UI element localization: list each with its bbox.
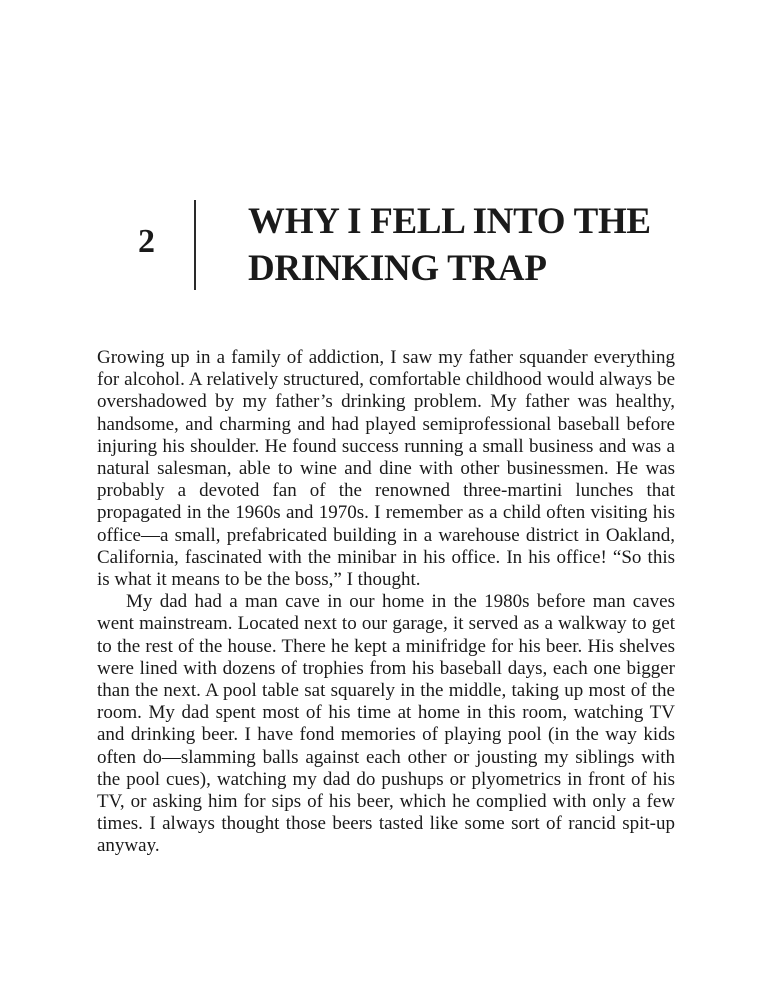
paragraph-1: Growing up in a family of addiction, I saw my father squander everything for alcohol. A relatively structured, comfortable childhood would always be overshadowed by my father’s drinking problem. My father was healthy, handsome, and charming and had played semiprofessional baseball before injuring his shoulder. He found success running a small business and was a natural salesman, able to wine and dine with other businessmen. He was probably a devoted fan of the renowned three-martini lunches that propagated in the 1960s and 1970s. I remember as a child often visiting his office—a small, prefabricated building in a warehouse district in Oakland, California, fascinated with the minibar in his office. In his office! “So this is what it means to be the boss,” I thought.: [97, 347, 675, 591]
chapter-title-line-1: WHY I FELL INTO THE: [248, 201, 651, 242]
chapter-heading: [0, 0, 772, 330]
chapter-title-line-2: DRINKING TRAP: [248, 248, 547, 289]
chapter-body: [97, 347, 675, 858]
chapter-number: 2: [138, 223, 155, 260]
chapter-divider-rule: [194, 200, 196, 290]
chapter-title: [248, 198, 728, 292]
paragraph-2: My dad had a man cave in our home in the 1980s before man caves went mainstream. Located next to our garage, it served as a walkway to get to the rest of the house. There he kept a minifridge for his beer. His shelves were lined with dozens of trophies from his baseball days, each one bigger than the next. A pool table sat squarely in the middle, taking up most of the room. My dad spent most of his time at home in this room, watching TV and drinking beer. I have fond memories of playing pool (in the way kids often do—slamming balls against each other or jousting my siblings with the pool cues), watching my dad do pushups or plyometrics in front of his TV, or asking him for sips of his beer, which he complied with only a few times. I always thought those beers tasted like some sort of rancid spit-up anyway.: [97, 591, 675, 857]
